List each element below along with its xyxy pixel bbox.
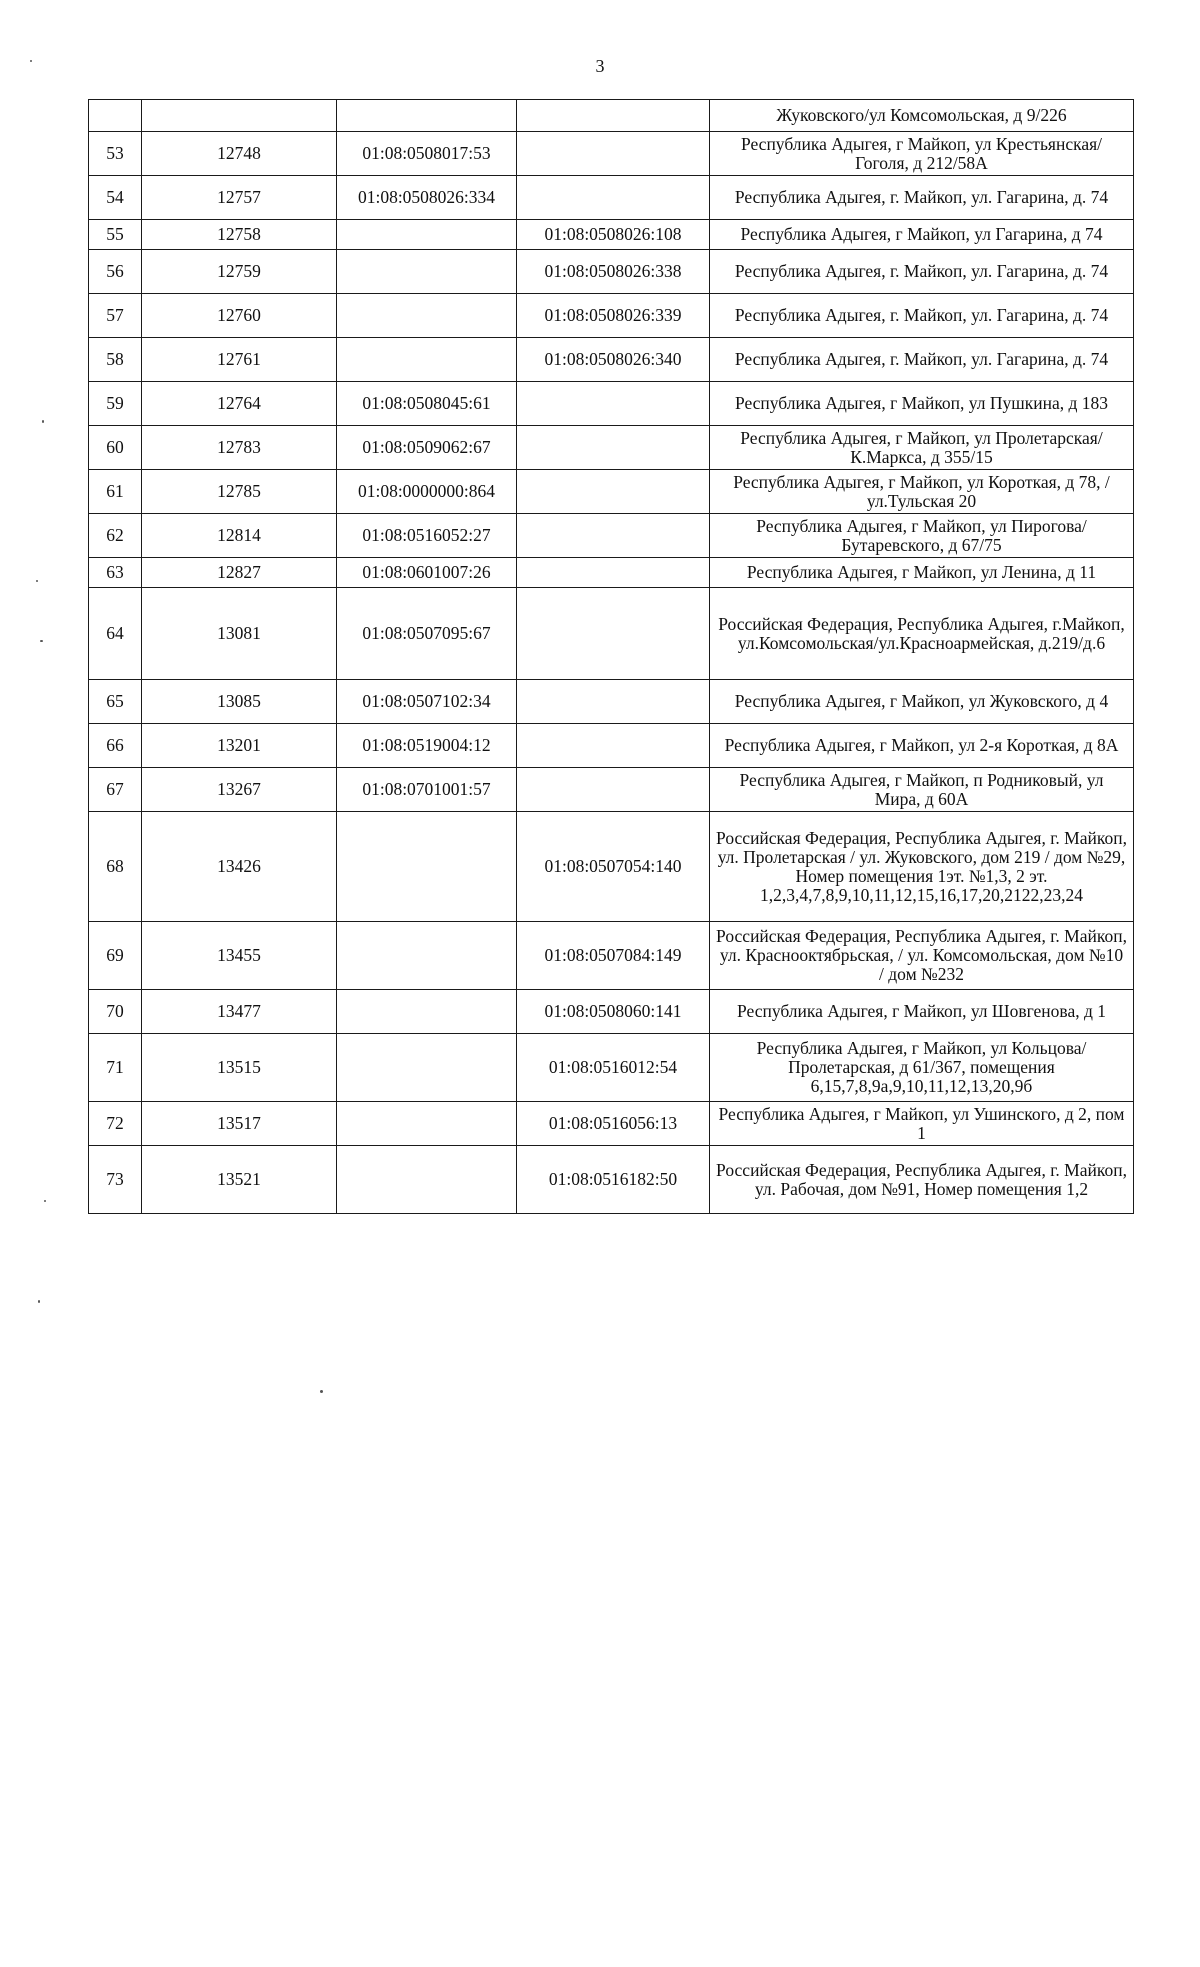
table-row: [89, 558, 1134, 588]
cadastral-number-a: 01:08:0516052:27: [337, 514, 517, 558]
table-row: [89, 338, 1134, 382]
registry-number: 12760: [142, 294, 337, 338]
table-row: [89, 680, 1134, 724]
row-number: 64: [89, 588, 142, 680]
row-number: 73: [89, 1146, 142, 1214]
row-number: 56: [89, 250, 142, 294]
registry-number: 13477: [142, 990, 337, 1034]
registry-number: 12785: [142, 470, 337, 514]
object-address: Республика Адыгея, г Майкоп, ул Ушинского, д 2, пом 1: [710, 1102, 1134, 1146]
cadastral-number-b: [517, 470, 710, 514]
cadastral-number-a: [337, 922, 517, 990]
cadastral-number-b: 01:08:0508060:141: [517, 990, 710, 1034]
table-row: [89, 470, 1134, 514]
object-address: Российская Федерация, Республика Адыгея, г. Майкоп, ул. Рабочая, дом №91, Номер помещения 1,2: [710, 1146, 1134, 1214]
cadastral-number-a: 01:08:0000000:864: [337, 470, 517, 514]
row-number: 67: [89, 768, 142, 812]
cadastral-number-a: 01:08:0508026:334: [337, 176, 517, 220]
cadastral-number-a: [337, 990, 517, 1034]
cadastral-number-b: [517, 382, 710, 426]
table-row: [89, 990, 1134, 1034]
cadastral-number-b: [517, 768, 710, 812]
cadastral-number-b: 01:08:0508026:339: [517, 294, 710, 338]
scan-speck: [30, 60, 32, 62]
table-row: [89, 922, 1134, 990]
registry-number: 12761: [142, 338, 337, 382]
table-row: [89, 724, 1134, 768]
cadastral-number-a: 01:08:0507095:67: [337, 588, 517, 680]
object-address: Российская Федерация, Республика Адыгея, г.Майкоп, ул.Комсомольская/ул.Красноармейская, д.219/д.6: [710, 588, 1134, 680]
cadastral-number-b: [517, 514, 710, 558]
cadastral-number-b: [517, 132, 710, 176]
table-row: [89, 588, 1134, 680]
cadastral-number-b: [517, 588, 710, 680]
object-address: Республика Адыгея, г. Майкоп, ул. Гагарина, д. 74: [710, 338, 1134, 382]
registry-number: 12764: [142, 382, 337, 426]
registry-number: 13521: [142, 1146, 337, 1214]
object-address: Российская Федерация, Республика Адыгея, г. Майкоп, ул. Краснооктябрьская, / ул. Комсомольская, дом №10 / дом №232: [710, 922, 1134, 990]
row-number: 69: [89, 922, 142, 990]
row-number: 72: [89, 1102, 142, 1146]
registry-number: 12748: [142, 132, 337, 176]
scan-speck: [40, 640, 43, 642]
object-address: Республика Адыгея, г Майкоп, ул Гагарина, д 74: [710, 220, 1134, 250]
scan-speck: [44, 1200, 46, 1202]
row-number: 53: [89, 132, 142, 176]
registry-number: 12783: [142, 426, 337, 470]
cadastral-number-b: 01:08:0507054:140: [517, 812, 710, 922]
cadastral-number-a: [337, 812, 517, 922]
registry-number: 12814: [142, 514, 337, 558]
table-row: [89, 514, 1134, 558]
registry-number: 13455: [142, 922, 337, 990]
cadastral-number-b: [517, 176, 710, 220]
cadastral-number-a: [337, 294, 517, 338]
cadastral-number-b: 01:08:0508026:338: [517, 250, 710, 294]
registry-number: 12759: [142, 250, 337, 294]
cadastral-number-b: 01:08:0508026:108: [517, 220, 710, 250]
object-address: Республика Адыгея, г Майкоп, ул Кольцова/Пролетарская, д 61/367, помещения 6,15,7,8,9а,9,10,11,12,13,20,9б: [710, 1034, 1134, 1102]
row-number: 60: [89, 426, 142, 470]
table-row: [89, 426, 1134, 470]
row-number: [89, 100, 142, 132]
cadastral-number-a: 01:08:0601007:26: [337, 558, 517, 588]
row-number: 55: [89, 220, 142, 250]
object-address: Республика Адыгея, г. Майкоп, ул. Гагарина, д. 74: [710, 250, 1134, 294]
cadastral-number-b: 01:08:0516182:50: [517, 1146, 710, 1214]
table-row: [89, 100, 1134, 132]
cadastral-number-a: [337, 338, 517, 382]
registry-table-body: [89, 100, 1134, 1214]
table-row: [89, 1102, 1134, 1146]
object-address: Российская Федерация, Республика Адыгея, г. Майкоп, ул. Пролетарская / ул. Жуковского, дом 219 / дом №29, Номер помещения 1эт. №1,3, 2 эт. 1,2,3,4,7,8,9,10,11,12,15,16,17,20,2122,23,24: [710, 812, 1134, 922]
cadastral-number-a: 01:08:0701001:57: [337, 768, 517, 812]
cadastral-number-a: [337, 1146, 517, 1214]
row-number: 59: [89, 382, 142, 426]
object-address: Республика Адыгея, г Майкоп, ул Пирогова/Бутаревского, д 67/75: [710, 514, 1134, 558]
row-number: 54: [89, 176, 142, 220]
registry-number: 13515: [142, 1034, 337, 1102]
cadastral-number-b: [517, 426, 710, 470]
cadastral-number-a: 01:08:0507102:34: [337, 680, 517, 724]
registry-number: 13267: [142, 768, 337, 812]
registry-number: 13201: [142, 724, 337, 768]
table-row: [89, 768, 1134, 812]
object-address: Республика Адыгея, г Майкоп, ул Крестьянская/Гоголя, д 212/58А: [710, 132, 1134, 176]
row-number: 63: [89, 558, 142, 588]
table-row: [89, 176, 1134, 220]
table-row: [89, 812, 1134, 922]
registry-number: 13426: [142, 812, 337, 922]
registry-number: 12757: [142, 176, 337, 220]
row-number: 62: [89, 514, 142, 558]
table-row: [89, 294, 1134, 338]
row-number: 61: [89, 470, 142, 514]
registry-number: 13081: [142, 588, 337, 680]
cadastral-number-b: [517, 100, 710, 132]
cadastral-number-b: [517, 680, 710, 724]
row-number: 58: [89, 338, 142, 382]
scan-speck: [320, 1390, 323, 1393]
cadastral-number-a: [337, 100, 517, 132]
table-row: [89, 220, 1134, 250]
table-row: [89, 132, 1134, 176]
scan-speck: [38, 1300, 40, 1303]
cadastral-number-b: [517, 724, 710, 768]
table-row: [89, 1034, 1134, 1102]
registry-number: 12827: [142, 558, 337, 588]
registry-number: [142, 100, 337, 132]
scan-speck: [42, 420, 44, 423]
cadastral-number-a: [337, 250, 517, 294]
cadastral-number-a: 01:08:0508045:61: [337, 382, 517, 426]
table-row: [89, 1146, 1134, 1214]
row-number: 71: [89, 1034, 142, 1102]
cadastral-number-a: 01:08:0509062:67: [337, 426, 517, 470]
cadastral-number-b: 01:08:0516012:54: [517, 1034, 710, 1102]
table-row: [89, 382, 1134, 426]
object-address: Республика Адыгея, г Майкоп, ул 2-я Короткая, д 8А: [710, 724, 1134, 768]
scan-speck: [36, 580, 38, 582]
object-address: Республика Адыгея, г Майкоп, ул Жуковского, д 4: [710, 680, 1134, 724]
page-number: 3: [595, 56, 605, 76]
row-number: 70: [89, 990, 142, 1034]
cadastral-number-a: 01:08:0519004:12: [337, 724, 517, 768]
cadastral-number-a: [337, 1034, 517, 1102]
row-number: 68: [89, 812, 142, 922]
cadastral-number-a: 01:08:0508017:53: [337, 132, 517, 176]
object-address: Республика Адыгея, г Майкоп, ул Короткая, д 78, /ул.Тульская 20: [710, 470, 1134, 514]
row-number: 65: [89, 680, 142, 724]
row-number: 57: [89, 294, 142, 338]
object-address: Республика Адыгея, г Майкоп, ул Шовгенова, д 1: [710, 990, 1134, 1034]
cadastral-number-b: 01:08:0516056:13: [517, 1102, 710, 1146]
object-address: Жуковского/ул Комсомольская, д 9/226: [710, 100, 1134, 132]
row-number: 66: [89, 724, 142, 768]
cadastral-number-b: 01:08:0507084:149: [517, 922, 710, 990]
cadastral-number-a: [337, 1102, 517, 1146]
object-address: Республика Адыгея, г Майкоп, п Родниковый, ул Мира, д 60А: [710, 768, 1134, 812]
registry-table: [88, 99, 1134, 1214]
registry-number: 12758: [142, 220, 337, 250]
object-address: Республика Адыгея, г Майкоп, ул Ленина, д 11: [710, 558, 1134, 588]
registry-number: 13085: [142, 680, 337, 724]
table-row: [89, 250, 1134, 294]
object-address: Республика Адыгея, г. Майкоп, ул. Гагарина, д. 74: [710, 176, 1134, 220]
object-address: Республика Адыгея, г. Майкоп, ул. Гагарина, д. 74: [710, 294, 1134, 338]
object-address: Республика Адыгея, г Майкоп, ул Пролетарская/К.Маркса, д 355/15: [710, 426, 1134, 470]
object-address: Республика Адыгея, г Майкоп, ул Пушкина, д 183: [710, 382, 1134, 426]
cadastral-number-a: [337, 220, 517, 250]
cadastral-number-b: [517, 558, 710, 588]
cadastral-number-b: 01:08:0508026:340: [517, 338, 710, 382]
registry-number: 13517: [142, 1102, 337, 1146]
